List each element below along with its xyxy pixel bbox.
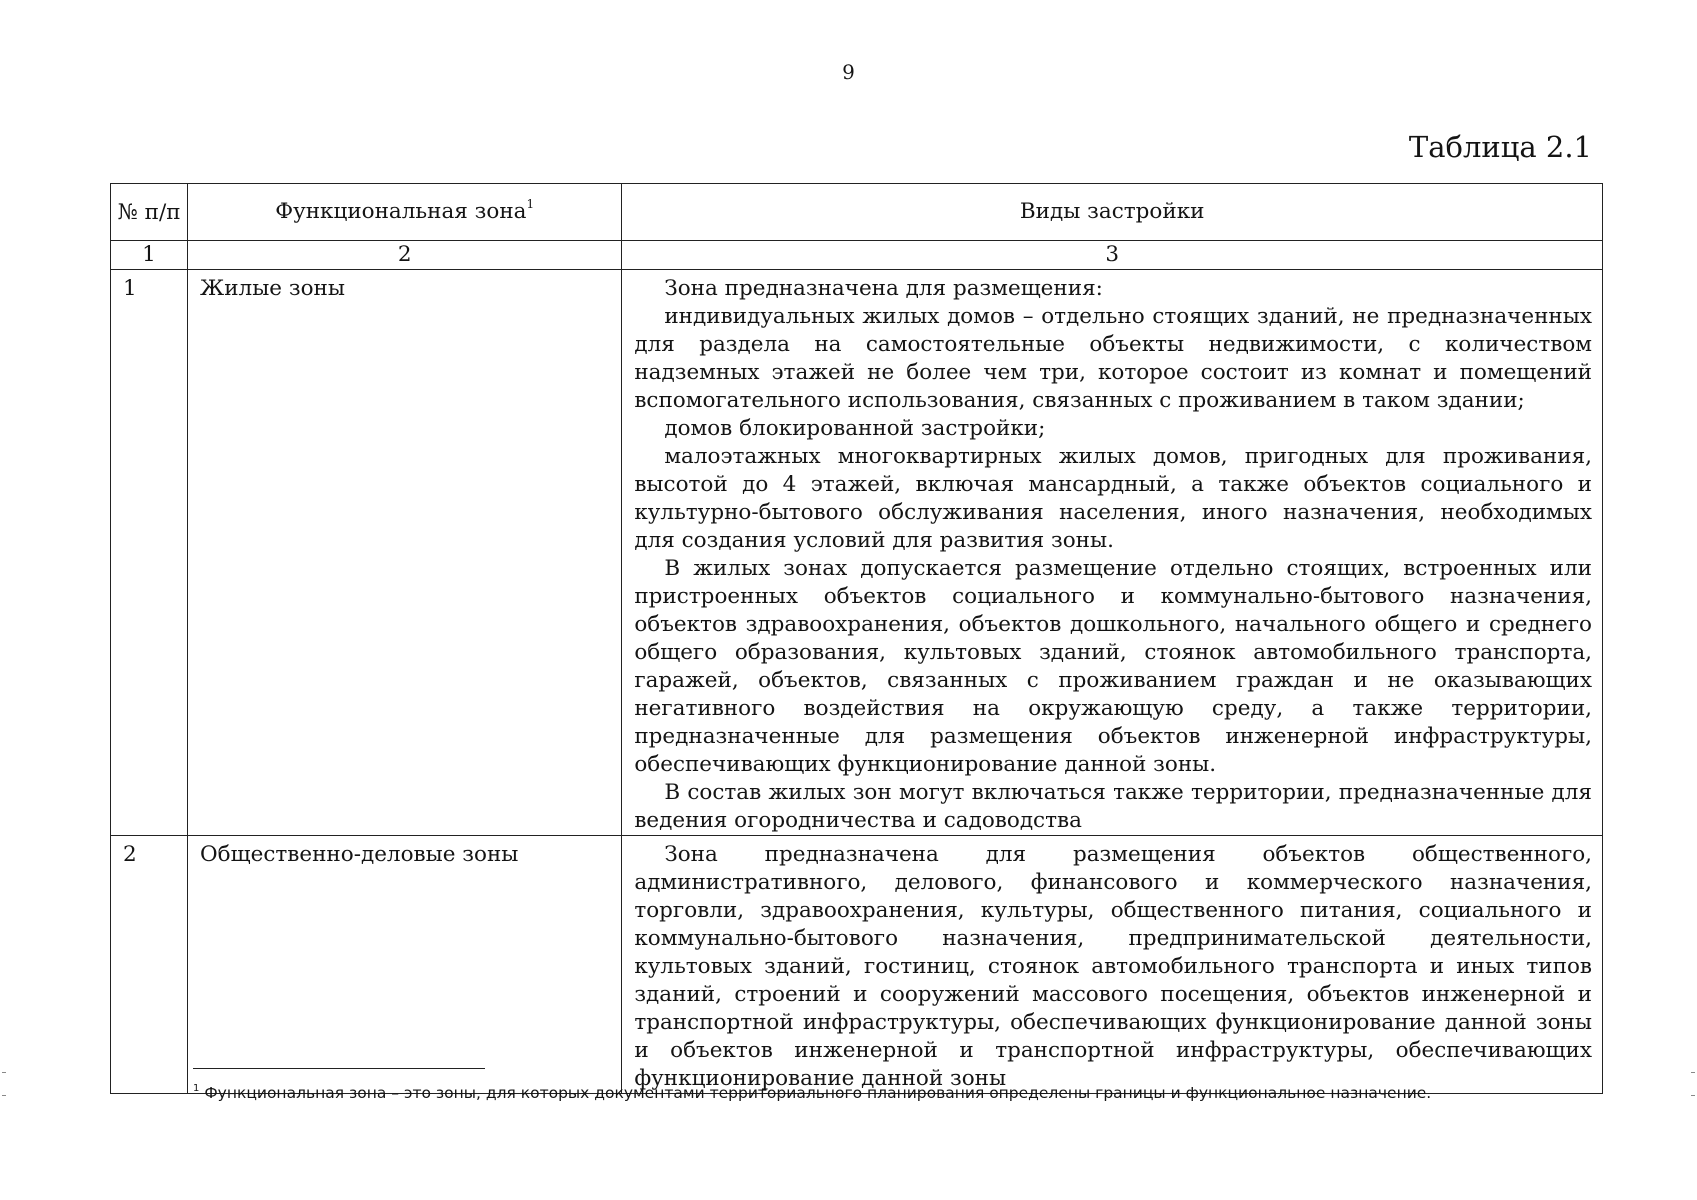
- zones-table: [110, 183, 1603, 1094]
- column-number: 2: [188, 241, 622, 270]
- page-number: 9: [842, 60, 855, 84]
- description-paragraph: В жилых зонах допускается размещение отдельно стоящих, встроенных или пристроенных объектов социального и коммунально-бытового назначения, объектов здравоохранения, объектов дошкольного, начального общего и среднего общего образования, культовых зданий, стоянок автомобильного транспорта, гаражей, объектов, связанных с проживанием граждан и не оказывающих негативного воздействия на окружающую среду, а также территории, предназначенные для размещения объектов инженерной инфраструктуры, обеспечивающих функционирование данной зоны.: [634, 556, 1592, 777]
- column-number-row: [111, 241, 1603, 270]
- header-types: Виды застройки: [622, 184, 1603, 241]
- description-paragraph: малоэтажных многоквартирных жилых домов, пригодных для проживания, высотой до 4 этажей, включая мансардный, а также объектов социального и культурно-бытового обслуживания населения, иного назначения, необходимых для создания условий для развития зоны.: [634, 444, 1592, 553]
- header-num: № п/п: [111, 184, 188, 241]
- table-row: [111, 836, 1603, 1094]
- row-number: 2: [111, 836, 188, 1094]
- column-number: 3: [622, 241, 1603, 270]
- row-number: 1: [111, 270, 188, 836]
- description-paragraph: Зона предназначена для размещения:: [664, 276, 1103, 301]
- description-paragraph: индивидуальных жилых домов – отдельно стоящих зданий, не предназначенных для раздела на самостоятельные объекты недвижимости, с количеством надземных этажей не более чем три, которое состоит из комнат и помещений вспомогательного использования, связанных с проживанием в таком здании;: [634, 304, 1592, 413]
- footnote-marker: 1: [193, 1083, 200, 1094]
- zone-name: Общественно-деловые зоны: [188, 836, 622, 1094]
- footnote-ref: 1: [526, 197, 535, 211]
- scan-edge-mark: [1691, 1072, 1695, 1096]
- table-caption: Таблица 2.1: [1408, 130, 1592, 164]
- footnote-text: Функциональная зона – это зоны, для которых документами территориального планирования определены границы и функциональное назначение.: [204, 1084, 1432, 1102]
- header-zone-label: Функциональная зона: [275, 199, 527, 224]
- zone-description: [622, 270, 1603, 836]
- column-number: 1: [111, 241, 188, 270]
- header-zone: [188, 184, 622, 241]
- footnote: [193, 1084, 1431, 1102]
- zone-name: Жилые зоны: [188, 270, 622, 836]
- description-paragraph: В состав жилых зон могут включаться также территории, предназначенные для ведения огородничества и садоводства: [634, 780, 1592, 833]
- scan-edge-mark: [2, 1072, 6, 1096]
- table-row: [111, 270, 1603, 836]
- footnote-separator: [193, 1068, 485, 1069]
- description-paragraph: Зона предназначена для размещения объектов общественного, административного, делового, финансового и коммерческого назначения, торговли, здравоохранения, культуры, общественного питания, социального и коммунально-бытового назначения, предпринимательской деятельности, культовых зданий, гостиниц, стоянок автомобильного транспорта и иных типов зданий, строений и сооружений массового посещения, объектов инженерной и транспортной инфраструктуры, обеспечивающих функционирование данной зоны и объектов инженерной и транспортной инфраструктуры, обеспечивающих функционирование данной зоны: [634, 842, 1592, 1091]
- description-paragraph: домов блокированной застройки;: [664, 416, 1046, 441]
- table-header-row: [111, 184, 1603, 241]
- zone-description: [622, 836, 1603, 1094]
